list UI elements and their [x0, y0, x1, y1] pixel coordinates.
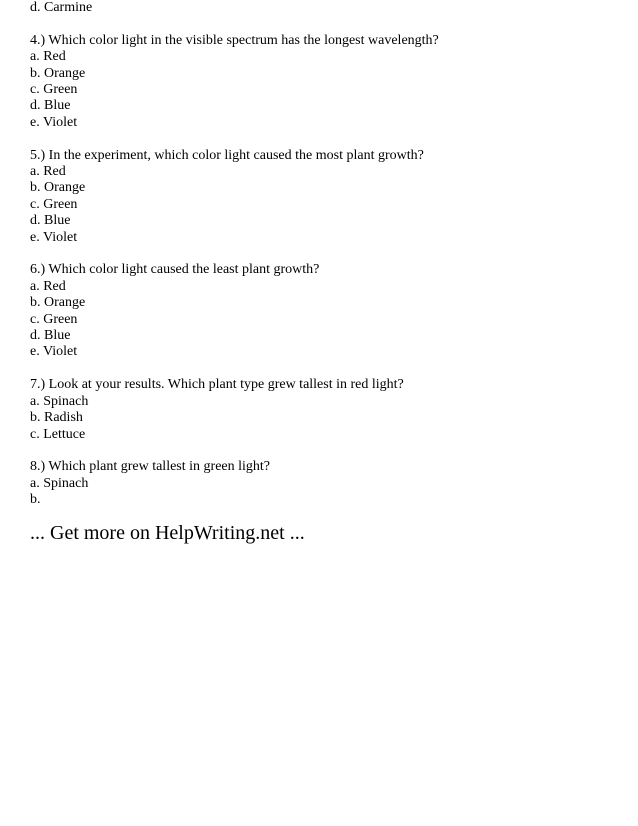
answer-option: a. Red	[30, 164, 66, 180]
question-5	[30, 148, 630, 246]
answer-option: b. Orange	[30, 180, 86, 196]
answer-option: c. Green	[30, 311, 78, 327]
answer-option: e. Violet	[30, 114, 78, 130]
answer-option: e. Violet	[30, 229, 78, 245]
spacer	[30, 246, 630, 262]
question-text: 8.) Which plant grew tallest in green light?	[30, 459, 271, 475]
answer-option: a. Spinach	[30, 393, 89, 409]
answer-option: b. Orange	[30, 295, 86, 311]
answer-option: b.	[30, 492, 41, 508]
answer-option: d. Blue	[30, 328, 71, 344]
answer-option: c. Green	[30, 196, 78, 212]
answer-option-carmine: d. Carmine	[30, 0, 93, 15]
answer-option: b. Orange	[30, 65, 86, 81]
answer-option: d. Blue	[30, 98, 71, 114]
answer-option: a. Red	[30, 278, 66, 294]
answer-option: e. Violet	[30, 344, 78, 360]
spacer	[30, 16, 630, 32]
answer-option: d. Blue	[30, 213, 71, 229]
question-text: 7.) Look at your results. Which plant type grew tallest in red light?	[30, 377, 404, 393]
question-6	[30, 262, 630, 360]
spacer	[30, 131, 630, 147]
get-more-link[interactable]: ... Get more on HelpWriting.net ...	[30, 521, 305, 544]
answer-option: b. Radish	[30, 410, 83, 426]
answer-option: a. Red	[30, 49, 66, 65]
question-text: 5.) In the experiment, which color light caused the most plant growth?	[30, 147, 424, 163]
answer-option: c. Lettuce	[30, 426, 86, 442]
question-4	[30, 33, 630, 131]
question-text: 6.) Which color light caused the least plant growth?	[30, 262, 320, 278]
answer-option: c. Green	[30, 82, 78, 98]
question-8	[30, 459, 630, 508]
spacer	[30, 361, 630, 377]
spacer	[30, 443, 630, 459]
document-page	[30, 0, 630, 545]
question-7	[30, 377, 630, 443]
question-text: 4.) Which color light in the visible spectrum has the longest wavelength?	[30, 32, 439, 48]
answer-option: a. Spinach	[30, 475, 89, 491]
